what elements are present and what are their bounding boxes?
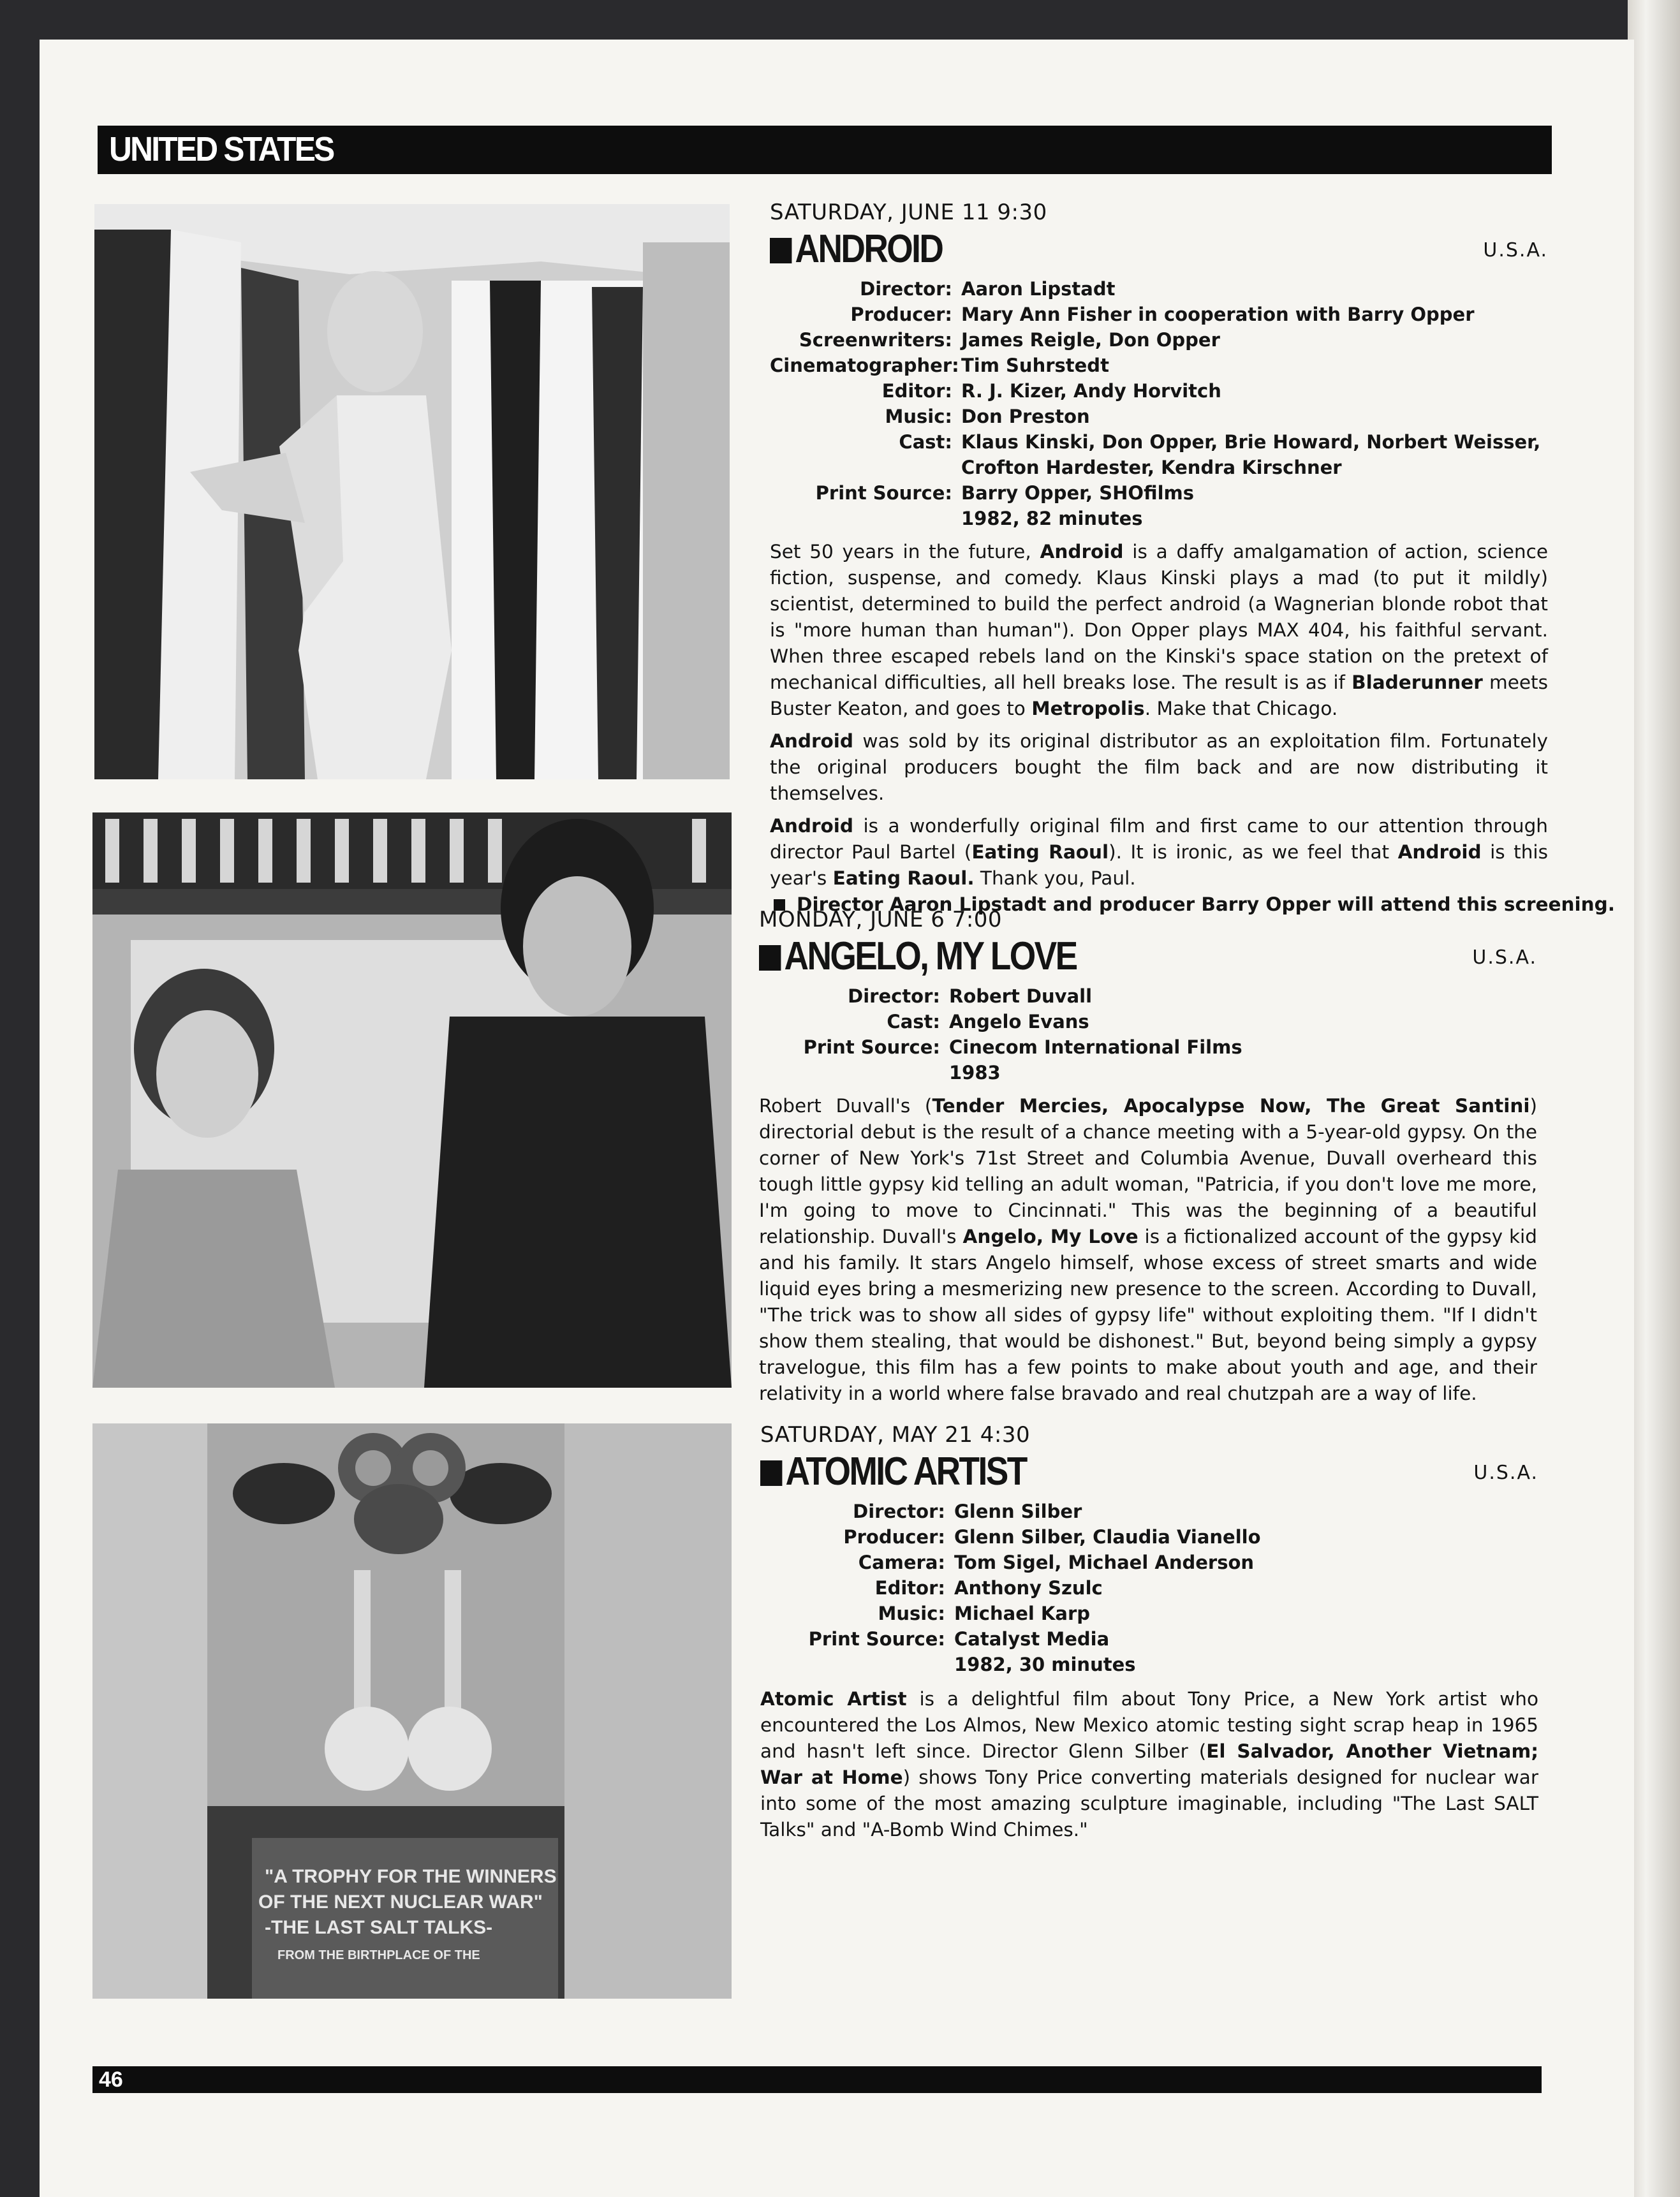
film-title: ATOMIC ARTIST xyxy=(760,1449,1429,1495)
synopsis-paragraph: Android was sold by its original distributor as an exploitation film. Fortunately the original producers bought the film back and are now distributing it themselves. xyxy=(770,730,1548,804)
credit-row: Cinematographer: Tim Suhrstedt xyxy=(770,355,1109,376)
credit-row: Print Source: Cinecom International Films xyxy=(803,1036,1242,1058)
credit-row: 1982, 30 minutes xyxy=(954,1654,1136,1675)
screening-datetime: SATURDAY, JUNE 11 9:30 xyxy=(770,200,1047,225)
attendance-note: Director Aaron Lipstadt and producer Barry Opper will attend this screening. xyxy=(770,892,1548,918)
credit-row: Producer: Glenn Silber, Claudia Vianello xyxy=(843,1526,1261,1548)
film-title: ANDROID xyxy=(770,226,1439,272)
credit-row: 1983 xyxy=(949,1062,1001,1084)
credit-row: Editor: R. J. Kizer, Andy Horvitch xyxy=(881,380,1221,402)
credit-row: Director: Aaron Lipstadt xyxy=(860,278,1116,300)
bullet-square-icon xyxy=(770,238,792,263)
sign-line-1: "A TROPHY FOR THE WINNERS xyxy=(265,1866,557,1887)
screening-datetime: SATURDAY, MAY 21 4:30 xyxy=(760,1422,1031,1448)
sign-line-3: -THE LAST SALT TALKS- xyxy=(265,1917,493,1938)
sign-line-4: FROM THE BIRTHPLACE OF THE xyxy=(277,1948,480,1962)
photo-android xyxy=(94,204,730,779)
synopsis-paragraph: Set 50 years in the future, Android is a daffy amalgamation of action, science fiction, suspense, and comedy. Klaus Kinski plays a mad (to put it mildly) scientist, determined to build the perfect android (a Wagnerian blonde robot that is "more human than human"). Don Opper plays MAX 404, his faithful servant. When three escaped rebels land on the Kinski's space station on the pretext of mechanical difficulties, all hell breaks lose. The result is as if Bladerunner meets Buster Keaton, and goes to Metropolis. Make that Chicago. xyxy=(770,541,1548,719)
page-number: 46 xyxy=(99,2068,123,2092)
photo-angelo xyxy=(92,812,732,1388)
credits-list xyxy=(770,276,1548,531)
photo-atomic-artist xyxy=(92,1423,732,1999)
page-footer xyxy=(92,2066,1542,2093)
credit-row: Camera: Tom Sigel, Michael Anderson xyxy=(858,1552,1255,1573)
film-entry-android xyxy=(770,198,1615,918)
bullet-square-icon xyxy=(760,1460,782,1486)
screening-datetime: MONDAY, JUNE 6 7:00 xyxy=(759,907,1003,932)
page-edge xyxy=(1628,0,1680,2197)
credit-row: Director: Robert Duvall xyxy=(848,985,1093,1007)
credit-row: Editor: Anthony Szulc xyxy=(874,1577,1103,1599)
credits-list xyxy=(760,1499,1538,1677)
film-entry-atomic-artist xyxy=(760,1421,1538,1843)
film-country: U.S.A. xyxy=(1472,946,1537,969)
bullet-square-icon xyxy=(759,945,781,971)
credit-row: Cast: Klaus Kinski, Don Opper, Brie Howard, Norbert Weisser, Crofton Hardester, Kendra Kirschner xyxy=(899,431,1541,478)
section-header xyxy=(98,126,1552,174)
film-title: ANGELO, MY LOVE xyxy=(759,934,1428,980)
credits-list xyxy=(759,983,1537,1085)
section-title: UNITED STATES xyxy=(109,130,334,168)
credit-row: Cast: Angelo Evans xyxy=(887,1011,1089,1032)
sign-line-2: OF THE NEXT NUCLEAR WAR" xyxy=(258,1892,543,1913)
synopsis-paragraph: Android is a wonderfully original film and first came to our attention through director Paul Bartel (Eating Raoul). It is ironic, as we feel that Android is this year's Eating Raoul. Thank you, Paul. xyxy=(770,815,1548,889)
credit-row: Music: Don Preston xyxy=(885,406,1090,427)
film-country: U.S.A. xyxy=(1483,239,1548,261)
credit-row: Director: Glenn Silber xyxy=(853,1501,1082,1522)
credit-row: Producer: Mary Ann Fisher in cooperation with Barry Opper xyxy=(850,304,1475,325)
credit-row: Screenwriters: James Reigle, Don Opper xyxy=(799,329,1220,351)
credit-row: Print Source: Catalyst Media xyxy=(808,1628,1110,1650)
film-country: U.S.A. xyxy=(1473,1462,1538,1484)
film-entry-angelo xyxy=(759,906,1537,1407)
credit-row: 1982, 82 minutes xyxy=(961,508,1143,529)
synopsis-paragraph: Atomic Artist is a delightful film about Tony Price, a New York artist who encountered the Los Almos, New Mexico atomic testing sight scrap heap in 1965 and hasn't left since. Director Glenn Silber (El Salvador, Another Vietnam; War at Home) shows Tony Price converting materials designed for nuclear war into some of the most amazing sculpture imaginable, including "The Last SALT Talks" and "A-Bomb Wind Chimes." xyxy=(760,1688,1539,1841)
credit-row: Print Source: Barry Opper, SHOfilms xyxy=(815,482,1194,504)
credit-row: Music: Michael Karp xyxy=(878,1603,1091,1624)
synopsis-paragraph: Robert Duvall's (Tender Mercies, Apocalypse Now, The Great Santini) directorial debut is the result of a chance meeting with a 5-year-old gypsy. On the corner of New York's 71st Street and Columbia Avenue, Duvall overheard this tough little gypsy kid telling an adult woman, "Patricia, if you don't love me more, I'm going to move to Cincinnati." This was the beginning of a beautiful relationship. Duvall's Angelo, My Love is a fictionalized account of the gypsy kid and his family. It stars Angelo himself, whose excess of street smarts and wide liquid eyes bring a mesmerizing new presence to the screen. According to Duvall, "The trick was to show all sides of gypsy life" without exploiting them. "If I didn't show them stealing, that would be dishonest." But, beyond being simply a gypsy travelogue, this film has a few points to make about youth and age, and their relativity in a world where false bravado and real chutzpah are a way of life. xyxy=(759,1095,1538,1404)
